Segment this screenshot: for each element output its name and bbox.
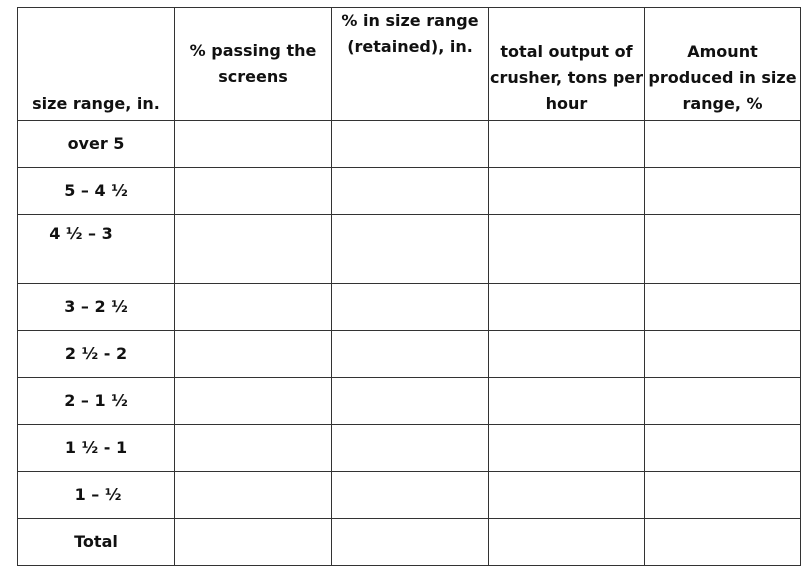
table-cell[interactable]	[645, 168, 801, 215]
table-cell[interactable]	[645, 284, 801, 331]
table-row	[18, 284, 801, 331]
table-cell[interactable]	[332, 168, 489, 215]
header-percent-passing: % passing the screens	[175, 8, 332, 121]
table-cell[interactable]	[645, 378, 801, 425]
table-row	[18, 472, 801, 519]
table-cell[interactable]	[332, 215, 489, 284]
row-label: 5 – 4 ½	[18, 168, 175, 215]
table-cell[interactable]	[332, 331, 489, 378]
table-cell[interactable]	[175, 168, 332, 215]
table-row	[18, 331, 801, 378]
table-cell[interactable]	[645, 472, 801, 519]
crusher-output-table	[17, 7, 801, 566]
table-cell[interactable]	[175, 425, 332, 472]
table-cell[interactable]	[175, 472, 332, 519]
table-cell[interactable]	[175, 284, 332, 331]
table-cell[interactable]	[489, 168, 645, 215]
table-cell[interactable]	[489, 331, 645, 378]
table-cell[interactable]	[332, 519, 489, 566]
row-label: over 5	[18, 121, 175, 168]
table-cell[interactable]	[489, 472, 645, 519]
row-label: 3 – 2 ½	[18, 284, 175, 331]
table-cell[interactable]	[645, 425, 801, 472]
table-cell[interactable]	[489, 378, 645, 425]
row-label: 1 ½ - 1	[18, 425, 175, 472]
table-cell[interactable]	[332, 472, 489, 519]
table-cell[interactable]	[175, 378, 332, 425]
table-cell[interactable]	[645, 121, 801, 168]
row-label: 2 ½ - 2	[18, 331, 175, 378]
header-total-output: total output of crusher, tons per hour	[489, 8, 645, 121]
table-cell[interactable]	[489, 215, 645, 284]
row-label: 1 – ½	[18, 472, 175, 519]
table-cell[interactable]	[489, 121, 645, 168]
table-cell[interactable]	[332, 284, 489, 331]
table-cell[interactable]	[175, 519, 332, 566]
table-row	[18, 121, 801, 168]
table-row	[18, 168, 801, 215]
table-cell[interactable]	[645, 215, 801, 284]
table-cell[interactable]	[175, 331, 332, 378]
table-cell[interactable]	[175, 121, 332, 168]
table-row	[18, 215, 801, 284]
table-cell[interactable]	[489, 284, 645, 331]
table-row-total	[18, 519, 801, 566]
header-amount-produced: Amount produced in size range, %	[645, 8, 801, 121]
row-label: 2 – 1 ½	[18, 378, 175, 425]
header-row	[18, 8, 801, 121]
table-cell[interactable]	[645, 331, 801, 378]
table-cell[interactable]	[332, 378, 489, 425]
row-label: 4 ½ – 3	[18, 215, 175, 284]
table-row	[18, 425, 801, 472]
table-cell[interactable]	[645, 519, 801, 566]
table-cell[interactable]	[332, 121, 489, 168]
table-cell[interactable]	[175, 215, 332, 284]
header-size-range: size range, in.	[18, 8, 175, 121]
row-label-total: Total	[18, 519, 175, 566]
header-percent-in-size-range: % in size range (retained), in.	[332, 8, 489, 121]
table-cell[interactable]	[489, 519, 645, 566]
table-row	[18, 378, 801, 425]
table-cell[interactable]	[332, 425, 489, 472]
table-cell[interactable]	[489, 425, 645, 472]
